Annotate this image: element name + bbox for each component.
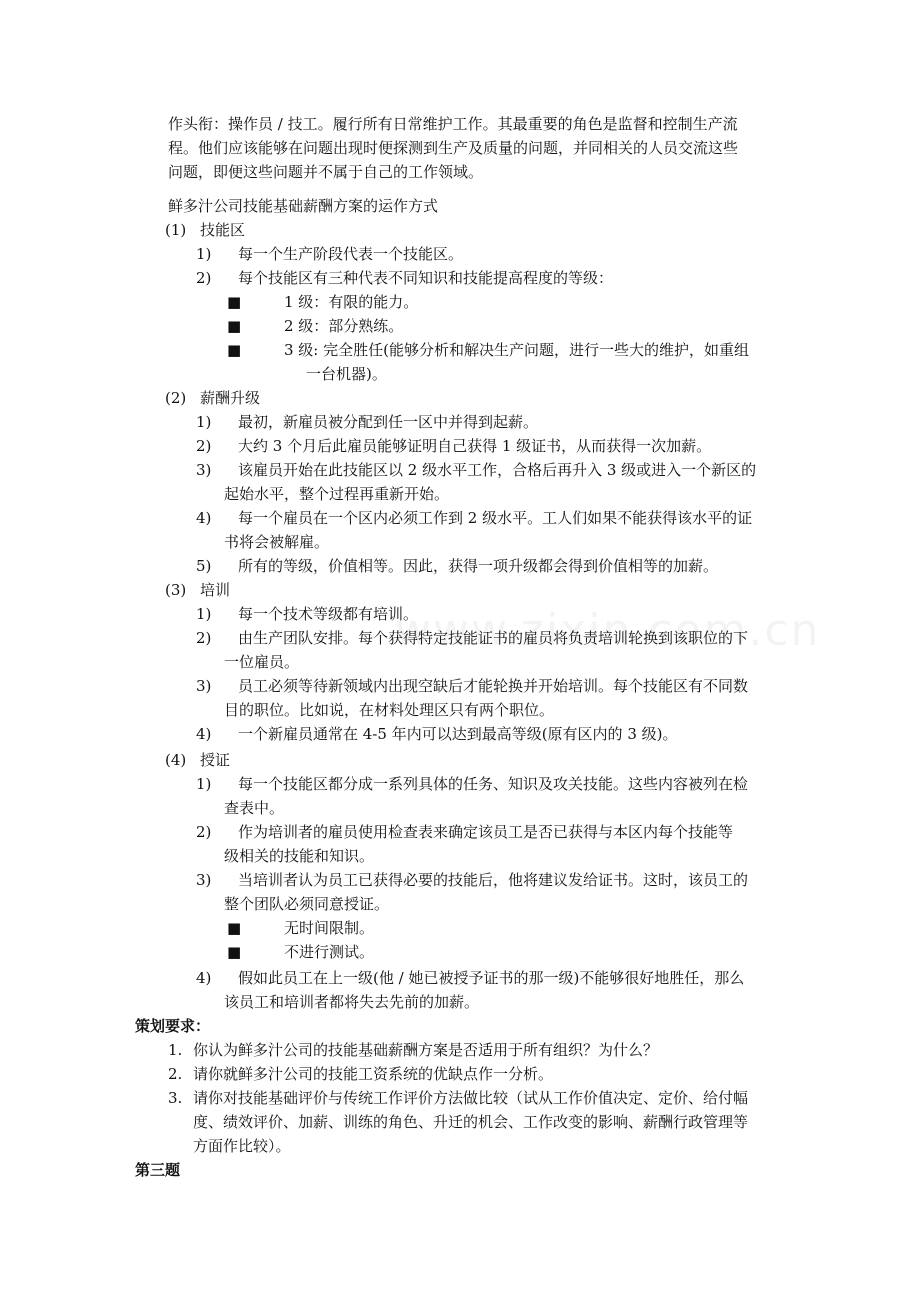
s3-i1-number: 1) — [196, 605, 212, 623]
s1-level-3: 3 级: 完全胜任(能够分析和解决生产问题，进行一些大的维护，如重组 — [284, 341, 749, 359]
req-q1-text: 你认为鲜多汁公司的技能基础薪酬方案是否适用于所有组织？为什么？ — [193, 1041, 659, 1059]
s3-number: (3) — [165, 581, 187, 599]
s1-number: (1) — [165, 221, 187, 239]
s2-i4-cont: 书将会被解雇。 — [224, 533, 330, 551]
req-q1-number: 1. — [168, 1041, 183, 1059]
s3-i4-number: 4) — [196, 725, 212, 743]
s3-i2-cont: 一位雇员。 — [224, 653, 300, 671]
s4-i4-cont: 该员工和培训者都将失去先前的加薪。 — [224, 993, 480, 1011]
s2-i2-number: 2) — [196, 437, 212, 455]
requirements-title: 策划要求： — [135, 1017, 211, 1035]
s2-i3-number: 3) — [196, 461, 212, 479]
s3-i3-cont: 目的职位。比如说，在材料处理区只有两个职位。 — [224, 701, 555, 719]
req-q3-number: 3. — [168, 1089, 183, 1107]
s4-i1-number: 1) — [196, 775, 212, 793]
section-title: 鲜多汁公司技能基础薪酬方案的运作方式 — [168, 197, 439, 215]
req-q3-text: 请你对技能基础评价与传统工作评价方法做比较（试从工作价值决定、定价、给付幅 — [193, 1089, 749, 1107]
req-q2-number: 2. — [168, 1065, 183, 1083]
s1-i2-text: 每个技能区有三种代表不同知识和技能提高程度的等级： — [238, 269, 614, 287]
s2-number: (2) — [165, 389, 187, 407]
req-q2-text: 请你就鲜多汁公司的技能工资系统的优缺点作一分析。 — [193, 1065, 554, 1083]
s4-i2-text: 作为培训者的雇员使用检查表来确定该员工是否已获得与本区内每个技能等 — [238, 823, 734, 841]
s2-i2-text: 大约 3 个月后此雇员能够证明自己获得 1 级证书，从而获得一次加薪。 — [238, 437, 712, 455]
s4-number: (4) — [165, 751, 187, 769]
s4-i3-number: 3) — [196, 871, 212, 889]
s1-level-3-cont: 一台机器)。 — [306, 365, 387, 383]
s4-i3-cont: 整个团队必须同意授证。 — [224, 895, 390, 913]
s2-i5-text: 所有的等级，价值相等。因此，获得一项升级都会得到价值相等的加薪。 — [238, 557, 719, 575]
s4-i4-text: 假如此员工在上一级(他 / 她已被授予证书的那一级)不能够很好地胜任，那么 — [238, 969, 745, 987]
s4-i1-cont: 查表中。 — [224, 799, 285, 817]
s3-i4-text: 一个新雇员通常在 4-5 年内可以达到最高等级(原有区内的 3 级)。 — [238, 725, 678, 743]
intro-line-2: 程。他们应该能够在问题出现时便探测到生产及质量的问题，并同相关的人员交流这些 — [168, 139, 739, 157]
s1-i2-number: 2) — [196, 269, 212, 287]
s3-title: 培训 — [200, 581, 231, 599]
bullet-icon: ■ — [227, 919, 242, 937]
intro-line-3: 问题，即便这些问题并不属于自己的工作领域。 — [168, 163, 484, 181]
req-q3-cont-2: 方面作比较）。 — [193, 1137, 291, 1155]
s4-title: 授证 — [200, 751, 231, 769]
s2-i1-number: 1) — [196, 413, 212, 431]
s2-i1-text: 最初，新雇员被分配到任一区中并得到起薪。 — [238, 413, 539, 431]
s1-level-1: 1 级：有限的能力。 — [284, 293, 419, 311]
s1-i1-number: 1) — [196, 245, 212, 263]
s2-title: 薪酬升级 — [200, 389, 261, 407]
s2-i4-number: 4) — [196, 509, 212, 527]
s2-i3-text: 该雇员开始在此技能区以 2 级水平工作，合格后再升入 3 级或进入一个新区的 — [238, 461, 757, 479]
req-q3-cont-1: 度、绩效评价、加薪、训练的角色、升迁的机会、工作改变的影响、薪酬行政管理等 — [193, 1113, 749, 1131]
s4-i3-text: 当培训者认为员工已获得必要的技能后，他将建议发给证书。这时，该员工的 — [238, 871, 749, 889]
s3-i2-text: 由生产团队安排。每个获得特定技能证书的雇员将负责培训轮换到该职位的下 — [238, 629, 749, 647]
bullet-icon: ■ — [227, 943, 242, 961]
s3-i1-text: 每一个技术等级都有培训。 — [238, 605, 419, 623]
s3-i3-text: 员工必须等待新领域内出现空缺后才能轮换并开始培训。每个技能区有不同数 — [238, 677, 749, 695]
s2-i4-text: 每一个雇员在一个区内必须工作到 2 级水平。工人们如果不能获得该水平的证 — [238, 509, 753, 527]
s1-level-2: 2 级：部分熟练。 — [284, 317, 404, 335]
s1-i1-text: 每一个生产阶段代表一个技能区。 — [238, 245, 464, 263]
s4-i2-cont: 级相关的技能和知识。 — [224, 847, 375, 865]
next-section-title: 第三题 — [135, 1161, 181, 1179]
s4-bullet-1: 无时间限制。 — [284, 919, 375, 937]
intro-line-1: 作头衔：操作员 / 技工。履行所有日常维护工作。其最重要的角色是监督和控制生产流 — [168, 115, 738, 133]
s1-title: 技能区 — [200, 221, 246, 239]
s2-i3-cont: 起始水平，整个过程再重新开始。 — [224, 485, 450, 503]
s4-i1-text: 每一个技能区都分成一系列具体的任务、知识及攻关技能。这些内容被列在检 — [238, 775, 749, 793]
bullet-icon: ■ — [227, 317, 242, 335]
s2-i5-number: 5) — [196, 557, 212, 575]
s3-i2-number: 2) — [196, 629, 212, 647]
bullet-icon: ■ — [227, 341, 242, 359]
bullet-icon: ■ — [227, 293, 242, 311]
s4-bullet-2: 不进行测试。 — [284, 943, 375, 961]
s4-i4-number: 4) — [196, 969, 212, 987]
s4-i2-number: 2) — [196, 823, 212, 841]
s3-i3-number: 3) — [196, 677, 212, 695]
